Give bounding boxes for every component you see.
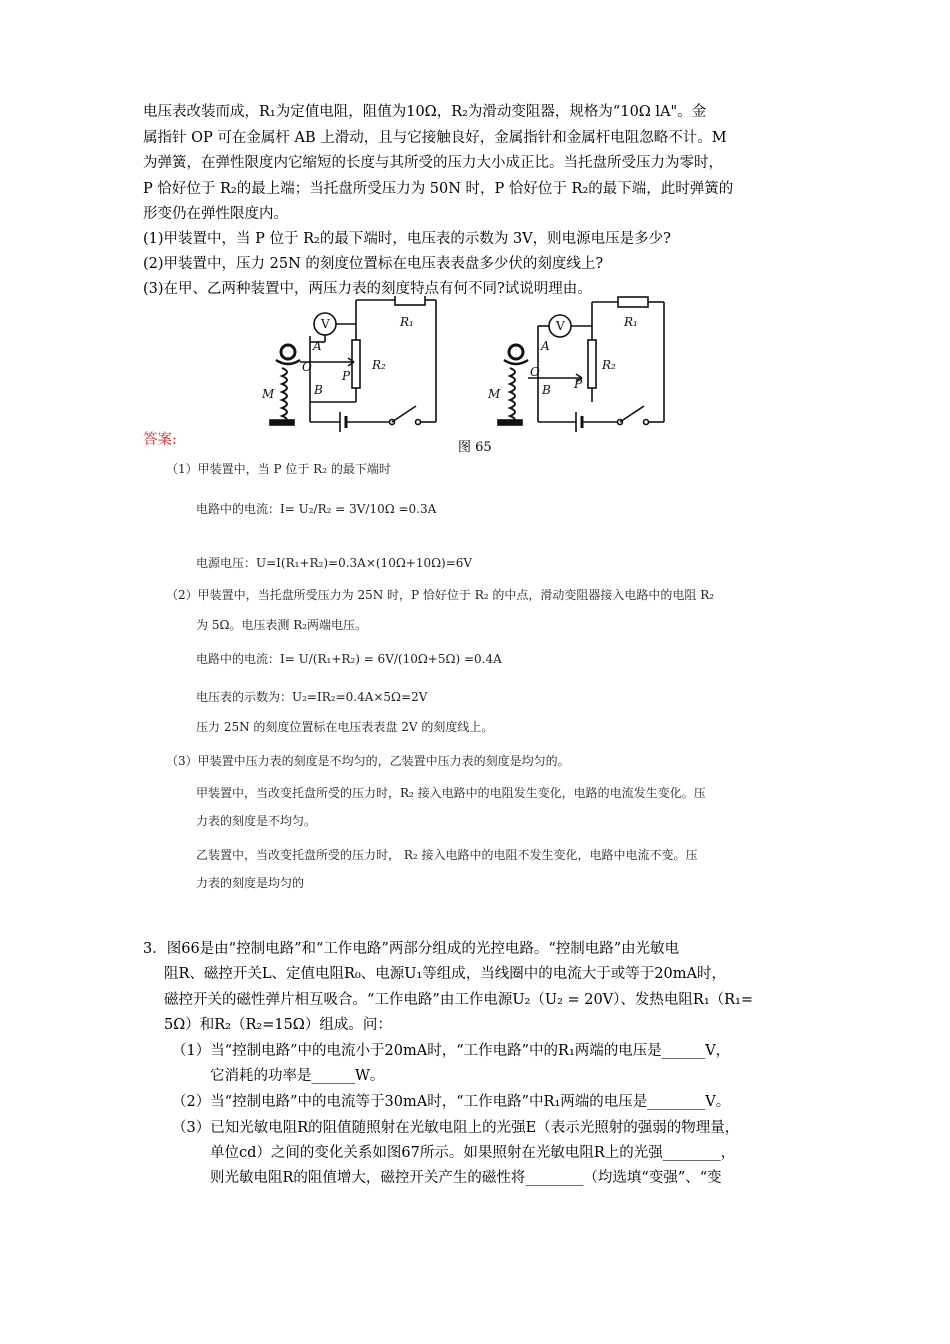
question-1: (1)甲装置中，当 P 位于 R₂的最下端时，电压表的示数为 3V，则电源电压是多少? <box>143 231 671 247</box>
problem2-line-1: 电压表改装而成，R₁为定值电阻，阻值为10Ω，R₂为滑动变阻器，规格为“10Ω lA"。金 <box>143 104 707 120</box>
answer-3-title: （3）甲装置中压力表的刻度是不均匀的，乙装置中压力表的刻度是均匀的。 <box>166 754 570 768</box>
question-2: (2)甲装置中，压力 25N 的刻度位置标在电压表表盘多少伏的刻度线上? <box>143 256 604 272</box>
p-label-yi: P <box>574 377 583 391</box>
problem2-line-2: 属指针 OP 可在金属杆 AB 上滑动，且与它接触良好，金属指针和金属杆电阻忽略不计。M <box>143 130 727 146</box>
answer-2-current: 电路中的电流：I= U/(R₁+R₂) = 6V/(10Ω+5Ω) =0.4A <box>196 652 502 666</box>
answer-1-voltage: 电源电压：U=I(R₁+R₂)=0.3A×(10Ω+10Ω)=6V <box>196 556 473 570</box>
p-label-jia: P <box>342 369 351 383</box>
problem3-line-1: 3．图66是由“控制电路”和“工作电路”两部分组成的光控电路。“控制电路”由光敏电 <box>143 941 680 957</box>
problem2-line-3: 为弹簧，在弹性限度内它缩短的长度与其所受的压力大小成正比。当托盘所受压力为零时， <box>143 155 723 171</box>
answer-1-title: （1）甲装置中，当 P 位于 R₂ 的最下端时 <box>166 462 391 476</box>
problem3-line-2: 阻R、磁控开关L、定值电阻R₀、电源U₁等组成，当线圈中的电流大于或等于20mA时， <box>164 966 726 982</box>
answer-2-line2: 为 5Ω。电压表测 R₂两端电压。 <box>196 618 368 632</box>
a-label-yi: A <box>541 339 550 353</box>
answer-3-yi-line2: 力表的刻度是均匀的 <box>196 876 305 890</box>
answer-2-title: （2）甲装置中，当托盘所受压力为 25N 时，P 恰好位于 R₂ 的中点，滑动变阻器接入电路中的电阻 R₂ <box>166 588 715 602</box>
r1-label-yi: R₁ <box>624 315 638 329</box>
problem3-q1-line1: （1）当“控制电路”中的电流小于20mA时，“工作电路”中的R₁两端的电压是______V， <box>172 1043 731 1059</box>
a-label-jia: A <box>313 339 322 353</box>
problem3-line-3: 磁控开关的磁性弹片相互吸合。“工作电路”由工作电源U₂（U₂ = 20V）、发热电阻R₁（R₁= <box>164 992 754 1008</box>
figure-caption: 图 65 <box>458 440 492 455</box>
answer-2-reading: 电压表的示数为：U₂=IR₂=0.4A×5Ω=2V <box>196 690 428 704</box>
problem3-q1-line2: 它消耗的功率是______W。 <box>210 1068 385 1084</box>
answer-1-current: 电路中的电流：I= U₂/R₂ = 3V/10Ω =0.3A <box>196 502 437 516</box>
problem3-q3-line1: （3）已知光敏电阻R的阻值随照射在光敏电阻上的光强E（表示光照射的强弱的物理量， <box>172 1120 740 1136</box>
circuit-yi <box>498 297 664 432</box>
answer-3-jia-line2: 力表的刻度是不均匀。 <box>196 814 317 828</box>
m-label-jia: M <box>262 387 275 401</box>
b-label-jia: B <box>314 383 323 397</box>
problem3-q3-line2: 单位cd）之间的变化关系如图67所示。如果照射在光敏电阻R上的光强________， <box>210 1145 736 1161</box>
r2-label-yi: R₂ <box>602 358 616 372</box>
problem2-line-4: P 恰好位于 R₂的最上端；当托盘所受压力为 50N 时，P 恰好位于 R₂的最下端，此时弹簧的 <box>143 181 734 197</box>
b-label-yi: B <box>542 383 551 397</box>
voltmeter-label-yi: V <box>556 319 565 333</box>
problem3-q3-line3: 则光敏电阻R的阻值增大，磁控开关产生的磁性将________（均选填“变强”、“变 <box>210 1170 722 1186</box>
problem3-q2: （2）当“控制电路”中的电流等于30mA时，“工作电路”中R₁两端的电压是________V。 <box>172 1094 731 1110</box>
voltmeter-label-jia: V <box>321 317 330 331</box>
r2-label-jia: R₂ <box>372 358 386 372</box>
answer-3-jia-line1: 甲装置中，当改变托盘所受的压力时，R₂ 接入电路中的电阻发生变化，电路的电流发生变化。压 <box>196 786 706 800</box>
problem3-line-4: 5Ω）和R₂（R₂=15Ω）组成。问： <box>164 1017 392 1033</box>
m-label-yi: M <box>488 387 501 401</box>
o-label-yi: O <box>530 365 540 379</box>
r1-label-jia: R₁ <box>400 315 414 329</box>
answer-3-yi-line1: 乙装置中，当改变托盘所受的压力时， R₂ 接入电路中的电阻不发生变化，电路中电流不变。压 <box>196 848 698 862</box>
question-3: (3)在甲、乙两种装置中，两压力表的刻度特点有何不同?试说明理由。 <box>143 281 592 297</box>
answer-2-conclusion: 压力 25N 的刻度位置标在电压表表盘 2V 的刻度线上。 <box>196 720 494 734</box>
o-label-jia: O <box>302 360 312 374</box>
problem2-line-5: 形变仍在弹性限度内。 <box>143 206 288 222</box>
answer-label: 答案: <box>143 432 177 448</box>
figure-65-circuits <box>240 296 700 456</box>
